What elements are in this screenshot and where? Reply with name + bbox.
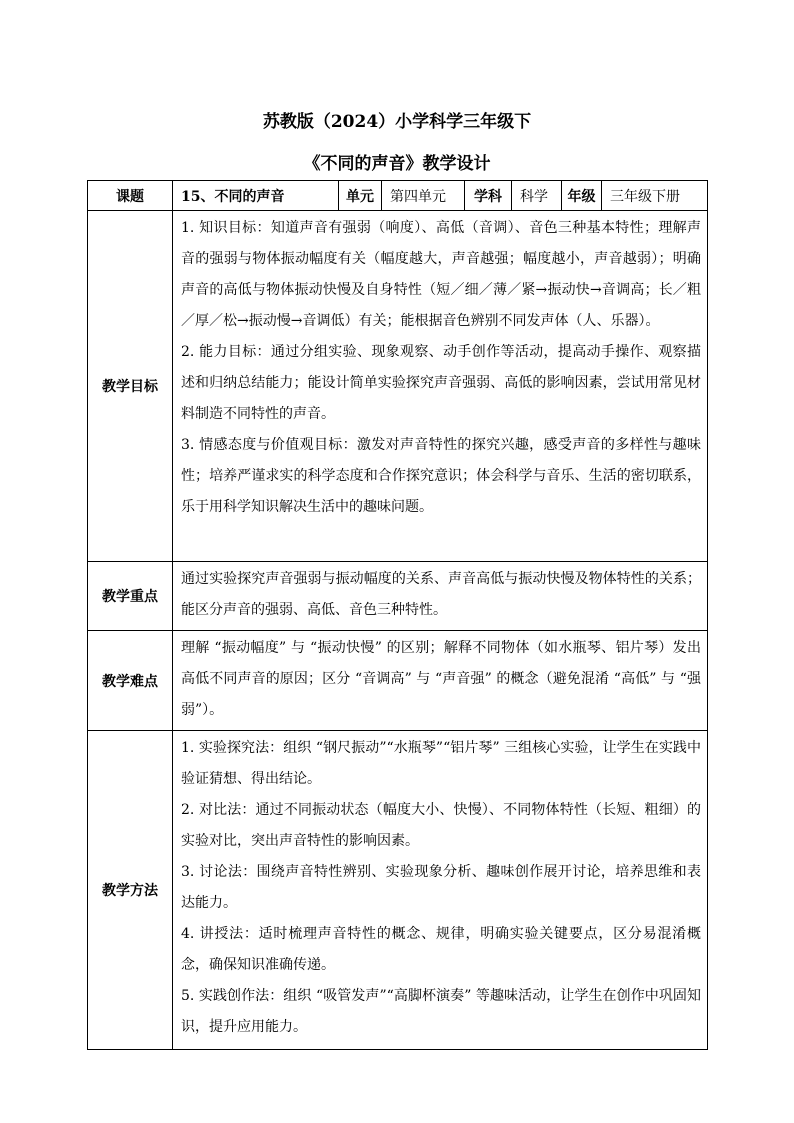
topic-value: 15、不同的声音	[173, 181, 339, 211]
document-title: 苏教版（2024）小学科学三年级下	[262, 112, 532, 132]
goals-row	[88, 211, 708, 562]
methods-row	[88, 731, 708, 1050]
goals-content	[173, 211, 708, 562]
method-item: 5. 实践创作法：组织 “吸管发声”“高脚杯演奏” 等趣味活动，让学生在创作中巩固知识，提升应用能力。	[181, 988, 701, 1035]
unit-label: 单元	[339, 181, 382, 211]
key-points-label: 教学重点	[88, 562, 173, 631]
method-item: 1. 实验探究法：组织 “钢尺振动”“水瓶琴”“铝片琴” 三组核心实验，让学生在实践中验证猜想、得出结论。	[181, 740, 701, 787]
difficulties-label: 教学难点	[88, 631, 173, 731]
unit-value: 第四单元	[382, 181, 465, 211]
document-subtitle: 《不同的声音》教学设计	[303, 154, 491, 174]
key-points-row	[88, 562, 708, 631]
goal-item: 1. 知识目标：知道声音有强弱（响度）、高低（音调）、音色三种基本特性；理解声音的强弱与物体振动幅度有关（幅度越大，声音越强；幅度越小，声音越弱）；明确声音的高低与物体振动快慢及自身特性（短／细／薄／紧→振动快→音调高；长／粗／厚／松→振动慢→音调低）有关；能根据音色辨别不同发声体（人、乐器）。	[181, 220, 701, 329]
difficulties-row	[88, 631, 708, 731]
difficulties-text: 理解 “振动幅度” 与 “振动快慢” 的区别；解释不同物体（如水瓶琴、铝片琴）发出高低不同声音的原因；区分 “音调高” 与 “声音强” 的概念（避免混淆 “高低” 与 “强弱”）。	[181, 640, 701, 718]
grade-value: 三年级下册	[602, 181, 708, 211]
method-item: 3. 讨论法：围绕声音特性辨别、实验现象分析、趣味创作展开讨论，培养思维和表达能力。	[181, 864, 701, 911]
methods-content	[173, 731, 708, 1050]
method-item: 4. 讲授法：适时梳理声音特性的概念、规律，明确实验关键要点，区分易混淆概念，确保知识准确传递。	[181, 926, 701, 973]
goals-label: 教学目标	[88, 211, 173, 562]
key-points-content	[173, 562, 708, 631]
subject-label: 学科	[465, 181, 512, 211]
goal-item: 3. 情感态度与价值观目标：激发对声音特性的探究兴趣，感受声音的多样性与趣味性；培养严谨求实的科学态度和合作探究意识；体会科学与音乐、生活的密切联系，乐于用科学知识解决生活中的趣味问题。	[181, 437, 701, 515]
grade-label: 年级	[562, 181, 602, 211]
key-points-text: 通过实验探究声音强弱与振动幅度的关系、声音高低与振动快慢及物体特性的关系；能区分声音的强弱、高低、音色三种特性。	[181, 571, 701, 618]
methods-label: 教学方法	[88, 731, 173, 1050]
goal-item: 2. 能力目标：通过分组实验、现象观察、动手创作等活动，提高动手操作、观察描述和归纳总结能力；能设计简单实验探究声音强弱、高低的影响因素，尝试用常见材料制造不同特性的声音。	[181, 344, 701, 422]
method-item: 2. 对比法：通过不同振动状态（幅度大小、快慢）、不同物体特性（长短、粗细）的实验对比，突出声音特性的影响因素。	[181, 802, 701, 849]
header-row	[88, 181, 708, 211]
topic-label: 课题	[88, 181, 173, 211]
subject-value: 科学	[512, 181, 562, 211]
difficulties-content	[173, 631, 708, 731]
lesson-plan-table	[87, 180, 708, 1050]
